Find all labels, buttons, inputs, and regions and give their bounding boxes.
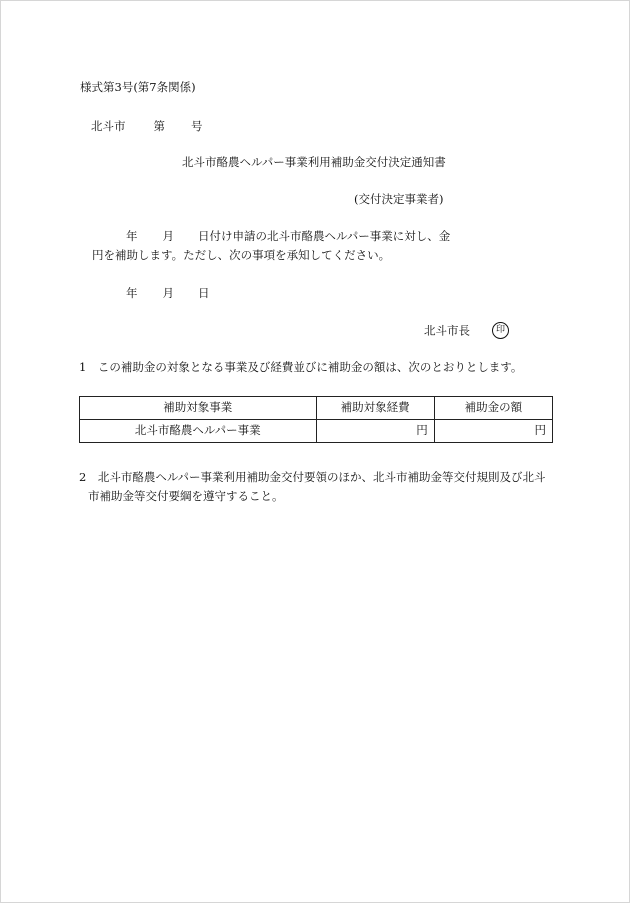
doc-number-dai: 第 (153, 119, 165, 133)
doc-number-go: 号 (191, 119, 203, 133)
body-line-2: 円を補助します。ただし、次の事項を承知してください。 (92, 248, 391, 262)
body-line-1 (79, 231, 450, 243)
body-year: 年 (126, 229, 138, 243)
recipient-note: (交付決定事業者) (354, 192, 444, 206)
item-2-line-2: 市補助金等交付要綱を遵守すること。 (88, 489, 284, 503)
cell-amount: 円 (434, 420, 552, 443)
cell-expense: 円 (316, 420, 434, 443)
form-number: 様式第3号(第7条関係) (80, 80, 196, 94)
document-number-line (91, 121, 203, 133)
grant-table (79, 396, 553, 443)
header-amount: 補助金の額 (434, 397, 552, 420)
item-1: 1 この補助金の対象となる事業及び経費並びに補助金の額は、次のとおりとします。 (79, 360, 523, 374)
header-project: 補助対象事業 (80, 397, 317, 420)
doc-number-city: 北斗市 (91, 119, 126, 133)
seal-mark: 印 (492, 322, 509, 339)
header-expense: 補助対象経費 (316, 397, 434, 420)
table-header-row (80, 397, 553, 420)
document-title: 北斗市酪農ヘルパー事業利用補助金交付決定通知書 (182, 155, 446, 169)
issuer-line (424, 323, 509, 340)
date-month: 月 (162, 286, 174, 300)
body-month: 月 (162, 229, 174, 243)
body-text-1: 日付け申請の北斗市酪農ヘルパー事業に対し、金 (198, 229, 451, 243)
cell-project: 北斗市酪農ヘルパー事業 (80, 420, 317, 443)
date-line (79, 288, 210, 300)
issuer-title: 北斗市長 (424, 323, 470, 338)
date-day: 日 (198, 286, 210, 300)
table-row (80, 420, 553, 443)
date-year: 年 (126, 286, 138, 300)
item-2-line-1: 2 北斗市酪農ヘルパー事業利用補助金交付要領のほか、北斗市補助金等交付規則及び北斗 (79, 470, 546, 484)
